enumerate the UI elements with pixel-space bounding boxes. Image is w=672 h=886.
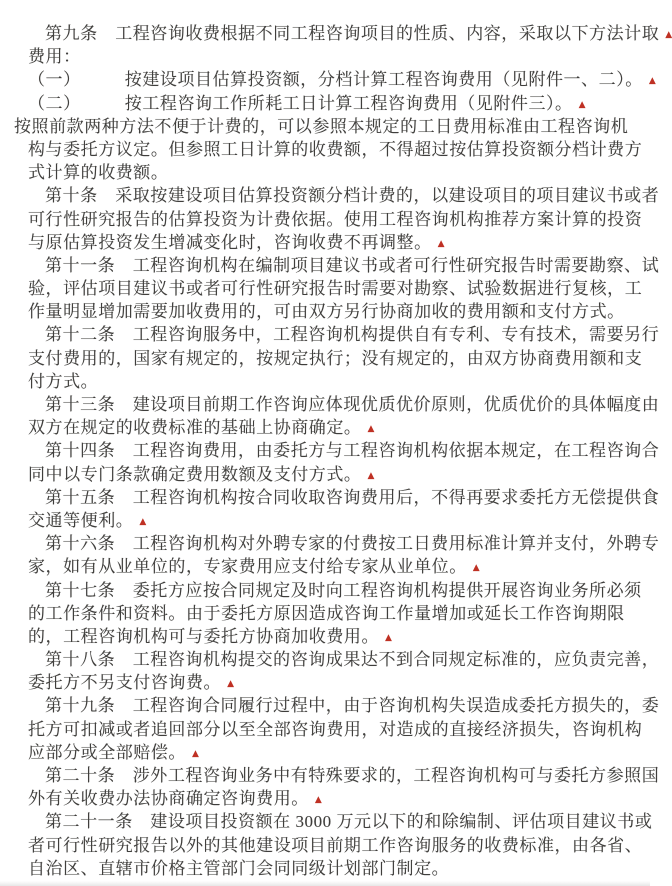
text-line xyxy=(28,138,642,161)
text-line xyxy=(28,161,642,184)
text-line-content: 第十三条 建设项目前期工作咨询应体现优质优价原则，优质优价的具体幅度由 xyxy=(45,395,660,414)
text-line-content: 作量明显增加需要加收费用的，可由双方另行协商加收的费用额和支付方式。 xyxy=(28,302,625,322)
text-line xyxy=(28,370,642,393)
red-triangle-marker-icon: ▲ xyxy=(437,238,445,249)
text-line xyxy=(28,579,642,602)
text-line xyxy=(28,648,660,671)
red-triangle-marker-icon: ▲ xyxy=(314,795,322,806)
text-line xyxy=(28,671,642,694)
text-line-content: 的工作条件和资料。由于委托方原因造成咨询工作量增加或延长工作咨询期限 xyxy=(28,603,625,623)
text-line-content: 交通等便利。 xyxy=(28,510,134,530)
text-line xyxy=(28,45,642,68)
text-line xyxy=(28,92,642,115)
text-line xyxy=(28,694,660,717)
text-line-content: 第二十条 涉外工程咨询业务中有特殊要求的，工程咨询机构可与委托方参照国 xyxy=(45,766,660,785)
text-line xyxy=(28,208,642,231)
text-line xyxy=(28,347,642,370)
text-line xyxy=(28,22,672,45)
red-triangle-marker-icon: ▲ xyxy=(665,30,672,40)
red-triangle-marker-icon: ▲ xyxy=(367,470,375,481)
text-line xyxy=(28,416,642,439)
text-line xyxy=(28,532,660,555)
text-line-content: 第十条 采取按建设项目估算投资额分档计费的，以建设项目的项目建议书或者 xyxy=(45,186,660,206)
text-line xyxy=(28,463,642,486)
text-line-content: （二） 按工程咨询工作所耗工日计算工程咨询费用（见附件三）。 xyxy=(28,93,573,113)
text-line-content: 双方在规定的收费标准的基础上协商确定。 xyxy=(28,418,362,438)
text-line-content: （一） 按建设项目估算投资额，分档计算工程咨询费用（见附件一、二）。 xyxy=(28,70,643,90)
document-text xyxy=(14,22,672,880)
text-line-content: 托方可扣减或者追回部分以至全部咨询费用，对造成的直接经济损失，咨询机构 xyxy=(28,719,643,739)
text-line-content: 第十二条 工程咨询服务中，工程咨询机构提供自有专利、专有技术，需要另行 xyxy=(45,325,660,345)
text-line xyxy=(28,323,660,346)
text-line-content: 第十九条 工程咨询合同履行过程中，由于咨询机构失误造成委托方损失的，委 xyxy=(45,696,660,716)
text-line xyxy=(28,718,642,741)
text-line xyxy=(28,555,642,578)
text-line xyxy=(28,300,642,323)
text-line-content: 构与委托方议定。但参照工日计算的收费额，不得超过按估算投资额分档计费方 xyxy=(28,139,643,159)
text-line xyxy=(14,115,642,138)
text-line xyxy=(28,764,660,787)
text-line xyxy=(28,625,642,648)
text-line xyxy=(28,254,660,277)
text-line xyxy=(28,602,642,625)
text-line-content: 的，工程咨询机构可与委托方协商加收费用。 xyxy=(28,626,379,646)
text-line-content: 第十七条 委托方应按合同规定及时向工程咨询机构提供开展咨询业务所必须 xyxy=(45,580,642,600)
red-triangle-marker-icon: ▲ xyxy=(385,632,392,643)
text-line-content: 第十八条 工程咨询机构提交的咨询成果达不到合同规定标准的，应负责完善， xyxy=(45,650,660,670)
text-line xyxy=(28,68,656,91)
text-line xyxy=(28,857,642,880)
text-line-content: 支付费用的，国家有规定的，按规定执行；没有规定的，由双方协商费用额和支 xyxy=(28,348,643,368)
text-line xyxy=(28,184,660,207)
red-triangle-marker-icon: ▲ xyxy=(139,516,147,527)
text-line-content: 自治区、直辖市价格主管部门会同同级计划部门制定。 xyxy=(28,858,450,878)
text-line-content: 外有关收费办法协商确定咨询费用。 xyxy=(28,789,309,809)
red-triangle-marker-icon: ▲ xyxy=(227,679,234,690)
text-line xyxy=(28,486,660,509)
text-line-content: 费用： xyxy=(28,47,81,67)
text-line xyxy=(28,231,642,254)
red-triangle-marker-icon: ▲ xyxy=(191,748,199,759)
red-triangle-marker-icon: ▲ xyxy=(578,99,586,110)
red-triangle-marker-icon: ▲ xyxy=(648,76,656,87)
text-line-content: 按照前款两种方法不便于计费的，可以参照本规定的工日费用标准由工程咨询机 xyxy=(14,116,629,136)
text-line-content: 验，评估项目建议书或者可行性研究报告时需要对勘察、试验数据进行复核，工 xyxy=(28,279,643,299)
text-line-content: 付方式。 xyxy=(28,371,99,391)
text-line-content: 第九条 工程咨询收费根据不同工程咨询项目的性质、内容，采取以下方法计取 xyxy=(45,24,660,43)
text-line xyxy=(28,509,642,532)
text-line xyxy=(28,834,642,857)
text-line-content: 第二十一条 建设项目投资额在 3000 万元以下的和除编制、评估项目建议书或 xyxy=(45,812,653,832)
text-line-content: 应部分或全部赔偿。 xyxy=(28,742,186,762)
text-line xyxy=(28,810,653,833)
text-line-content: 与原估算投资发生增减变化时，咨询收费不再调整。 xyxy=(28,232,432,252)
text-line-content: 第十五条 工程咨询机构按合同收取咨询费用后，不得再要求委托方无偿提供食 xyxy=(45,487,660,507)
text-line-content: 委托方不另支付咨询费。 xyxy=(28,673,222,693)
text-line-content: 第十六条 工程咨询机构对外聘专家的付费按工日费用标准计算并支付，外聘专 xyxy=(45,534,660,554)
text-line xyxy=(28,741,642,764)
red-triangle-marker-icon: ▲ xyxy=(367,424,375,435)
text-line xyxy=(28,439,660,462)
text-line xyxy=(28,393,660,416)
text-line-content: 者可行性研究报告以外的其他建设项目前期工作咨询服务的收费标准，由各省、 xyxy=(28,835,643,855)
text-line-content: 家，如有从业单位的，专家费用应支付给专家从业单位。 xyxy=(28,557,467,577)
text-line-content: 第十四条 工程咨询费用，由委托方与工程咨询机构依据本规定，在工程咨询合 xyxy=(45,441,660,461)
text-line-content: 第十一条 工程咨询机构在编制项目建议书或者可行性研究报告时需要勘察、试 xyxy=(45,255,660,275)
text-line-content: 可行性研究报告的估算投资为计费依据。使用工程咨询机构推荐方案计算的投资 xyxy=(28,209,643,229)
text-line xyxy=(28,277,642,300)
red-triangle-marker-icon: ▲ xyxy=(472,563,480,574)
text-line-content: 同中以专门条款确定费用数额及支付方式。 xyxy=(28,464,362,484)
text-line-content: 式计算的收费额。 xyxy=(28,163,169,183)
page-bottom-scan-shadow xyxy=(0,881,650,886)
text-line xyxy=(28,787,642,810)
